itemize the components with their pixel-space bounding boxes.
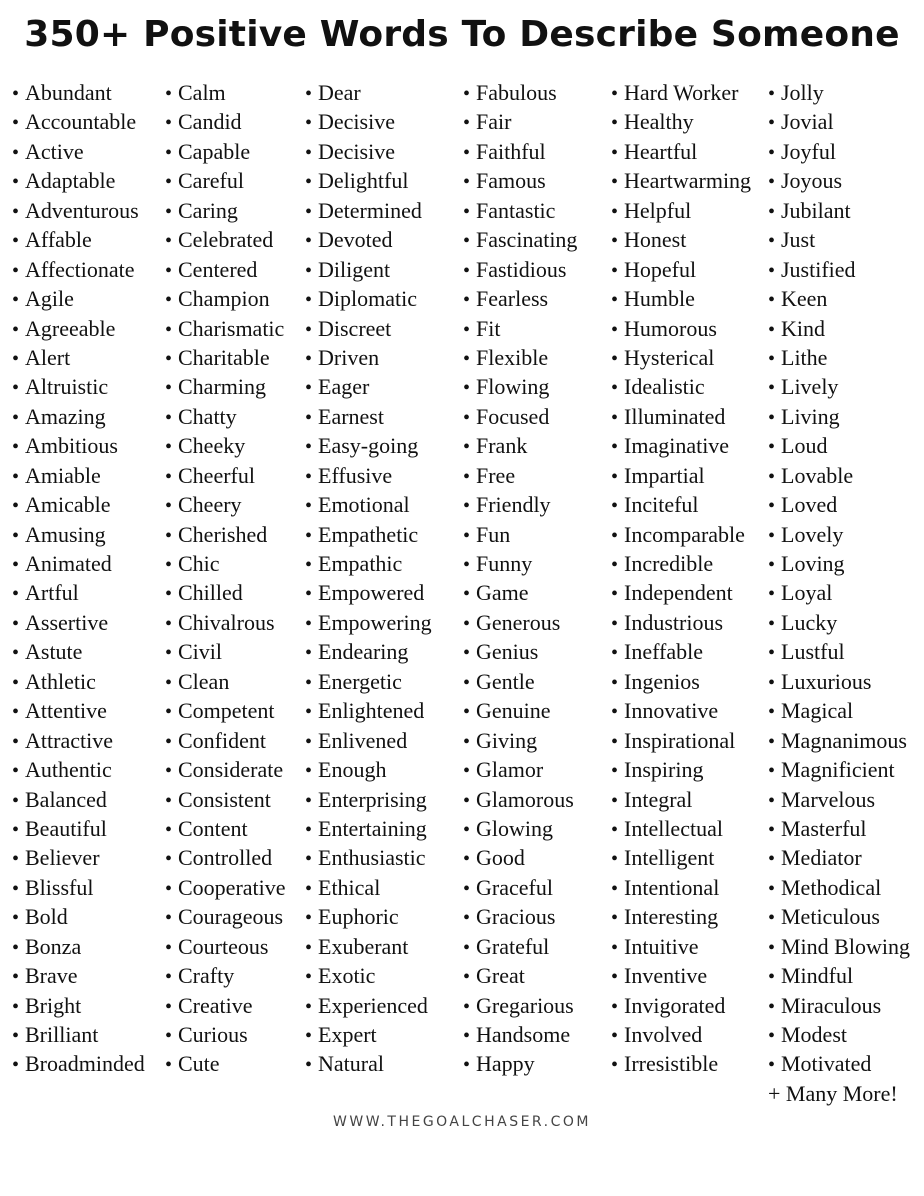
word-item: • Gregarious xyxy=(463,991,577,1020)
word-item: • Courageous xyxy=(165,902,286,931)
word-item: • Magnificient xyxy=(768,755,910,784)
word-item: • Inspirational xyxy=(611,726,751,755)
website-footer: WWW.THEGOALCHASER.COM xyxy=(333,1114,591,1130)
word-item: • Bright xyxy=(12,991,145,1020)
word-item: • Intentional xyxy=(611,873,751,902)
word-item: • Imaginative xyxy=(611,431,751,460)
word-item: • Enlightened xyxy=(305,696,432,725)
word-item: • Magnanimous xyxy=(768,726,910,755)
word-item: • Fearless xyxy=(463,284,577,313)
word-item: • Lithe xyxy=(768,343,910,372)
word-item: • Flowing xyxy=(463,372,577,401)
word-item: • Luxurious xyxy=(768,667,910,696)
word-item: • Ethical xyxy=(305,873,432,902)
word-item: • Genius xyxy=(463,637,577,666)
word-item: • Fabulous xyxy=(463,78,577,107)
word-item: • Modest xyxy=(768,1020,910,1049)
word-item: • Believer xyxy=(12,843,145,872)
word-item: • Amusing xyxy=(12,520,145,549)
word-item: • Animated xyxy=(12,549,145,578)
word-item: • Glamorous xyxy=(463,785,577,814)
word-item: • Delightful xyxy=(305,166,432,195)
word-item: • Inciteful xyxy=(611,490,751,519)
word-item: • Intelligent xyxy=(611,843,751,872)
word-item: • Decisive xyxy=(305,137,432,166)
word-item: • Innovative xyxy=(611,696,751,725)
word-item: • Mind Blowing xyxy=(768,932,910,961)
word-item: • Bold xyxy=(12,902,145,931)
word-column-4 xyxy=(463,78,577,1079)
word-item: • Driven xyxy=(305,343,432,372)
word-item: • Empowered xyxy=(305,578,432,607)
word-item: • Exotic xyxy=(305,961,432,990)
word-item: • Fantastic xyxy=(463,196,577,225)
word-item: • Brilliant xyxy=(12,1020,145,1049)
word-item: • Content xyxy=(165,814,286,843)
word-item: • Amiable xyxy=(12,461,145,490)
word-item: • Intuitive xyxy=(611,932,751,961)
word-item: • Ambitious xyxy=(12,431,145,460)
word-item: • Focused xyxy=(463,402,577,431)
word-item: • Easy-going xyxy=(305,431,432,460)
word-item: • Chilled xyxy=(165,578,286,607)
word-item: • Charismatic xyxy=(165,314,286,343)
word-item: • Miraculous xyxy=(768,991,910,1020)
word-item: • Affectionate xyxy=(12,255,145,284)
word-column-3 xyxy=(305,78,432,1079)
word-item: • Euphoric xyxy=(305,902,432,931)
word-item: • Cheery xyxy=(165,490,286,519)
word-item: • Cheeky xyxy=(165,431,286,460)
word-item: • Fastidious xyxy=(463,255,577,284)
word-item: • Cherished xyxy=(165,520,286,549)
word-item: • Empowering xyxy=(305,608,432,637)
word-item: • Controlled xyxy=(165,843,286,872)
word-item: • Chivalrous xyxy=(165,608,286,637)
word-item: • Chic xyxy=(165,549,286,578)
word-item: • Loved xyxy=(768,490,910,519)
word-item: • Civil xyxy=(165,637,286,666)
word-item: • Endearing xyxy=(305,637,432,666)
word-item: • Bonza xyxy=(12,932,145,961)
word-item: • Considerate xyxy=(165,755,286,784)
word-item: • Mediator xyxy=(768,843,910,872)
word-item: • Enlivened xyxy=(305,726,432,755)
word-item: • Hard Worker xyxy=(611,78,751,107)
word-item: • Lucky xyxy=(768,608,910,637)
word-item: • Irresistible xyxy=(611,1049,751,1078)
word-item: • Athletic xyxy=(12,667,145,696)
word-item: • Impartial xyxy=(611,461,751,490)
word-item: • Industrious xyxy=(611,608,751,637)
word-item: • Lovely xyxy=(768,520,910,549)
word-item: • Attentive xyxy=(12,696,145,725)
word-item: • Funny xyxy=(463,549,577,578)
word-item: • Empathetic xyxy=(305,520,432,549)
word-item: • Living xyxy=(768,402,910,431)
word-item: • Glowing xyxy=(463,814,577,843)
word-item: • Heartwarming xyxy=(611,166,751,195)
word-item: • Competent xyxy=(165,696,286,725)
word-item: • Kind xyxy=(768,314,910,343)
word-item: • Generous xyxy=(463,608,577,637)
word-item: • Lustful xyxy=(768,637,910,666)
word-item: • Clean xyxy=(165,667,286,696)
word-item: • Humble xyxy=(611,284,751,313)
word-item: • Devoted xyxy=(305,225,432,254)
many-more-label: + Many More! xyxy=(768,1081,898,1106)
word-item: • Charitable xyxy=(165,343,286,372)
word-item: • Joyful xyxy=(768,137,910,166)
word-item: • Candid xyxy=(165,107,286,136)
word-item: • Involved xyxy=(611,1020,751,1049)
page-title: 350+ Positive Words To Describe Someone xyxy=(24,14,900,55)
word-item: • Calm xyxy=(165,78,286,107)
word-item: • Hopeful xyxy=(611,255,751,284)
word-item: • Enough xyxy=(305,755,432,784)
word-item: • Jovial xyxy=(768,107,910,136)
word-item: • Gracious xyxy=(463,902,577,931)
word-item: • Magical xyxy=(768,696,910,725)
word-item: • Good xyxy=(463,843,577,872)
word-item: • Confident xyxy=(165,726,286,755)
word-item: • Dear xyxy=(305,78,432,107)
word-item: • Free xyxy=(463,461,577,490)
word-item: • Effusive xyxy=(305,461,432,490)
word-item: • Adaptable xyxy=(12,166,145,195)
word-item: • Jolly xyxy=(768,78,910,107)
word-item: • Famous xyxy=(463,166,577,195)
word-item: • Incomparable xyxy=(611,520,751,549)
word-item: • Cheerful xyxy=(165,461,286,490)
word-item: • Broadminded xyxy=(12,1049,145,1078)
word-item: • Justified xyxy=(768,255,910,284)
word-item: • Humorous xyxy=(611,314,751,343)
word-item: • Game xyxy=(463,578,577,607)
word-item: • Ingenios xyxy=(611,667,751,696)
word-item: • Chatty xyxy=(165,402,286,431)
word-column-5 xyxy=(611,78,751,1079)
word-item: • Diplomatic xyxy=(305,284,432,313)
word-item: • Healthy xyxy=(611,107,751,136)
word-item: • Helpful xyxy=(611,196,751,225)
word-item: • Earnest xyxy=(305,402,432,431)
word-item: • Celebrated xyxy=(165,225,286,254)
word-item: • Happy xyxy=(463,1049,577,1078)
word-item: • Intellectual xyxy=(611,814,751,843)
word-item: • Graceful xyxy=(463,873,577,902)
word-item: • Amazing xyxy=(12,402,145,431)
word-item: • Fun xyxy=(463,520,577,549)
word-item: • Glamor xyxy=(463,755,577,784)
word-item: • Hysterical xyxy=(611,343,751,372)
word-item: • Accountable xyxy=(12,107,145,136)
word-item: • Joyous xyxy=(768,166,910,195)
word-item: • Adventurous xyxy=(12,196,145,225)
word-item: • Marvelous xyxy=(768,785,910,814)
word-item: • Affable xyxy=(12,225,145,254)
word-item: • Artful xyxy=(12,578,145,607)
word-item: • Curious xyxy=(165,1020,286,1049)
word-item: • Fit xyxy=(463,314,577,343)
word-item: • Gentle xyxy=(463,667,577,696)
word-item: • Inspiring xyxy=(611,755,751,784)
word-item: • Mindful xyxy=(768,961,910,990)
word-item: • Discreet xyxy=(305,314,432,343)
word-item: • Incredible xyxy=(611,549,751,578)
word-item: • Alert xyxy=(12,343,145,372)
word-item: • Agile xyxy=(12,284,145,313)
word-item: • Interesting xyxy=(611,902,751,931)
word-item: • Careful xyxy=(165,166,286,195)
word-item: • Decisive xyxy=(305,107,432,136)
word-item: • Amicable xyxy=(12,490,145,519)
word-item: • Integral xyxy=(611,785,751,814)
word-column-6 xyxy=(768,78,910,1079)
word-item: • Centered xyxy=(165,255,286,284)
word-item: • Entertaining xyxy=(305,814,432,843)
word-item: • Emotional xyxy=(305,490,432,519)
word-item: • Balanced xyxy=(12,785,145,814)
word-item: • Lively xyxy=(768,372,910,401)
word-item: • Authentic xyxy=(12,755,145,784)
word-item: • Flexible xyxy=(463,343,577,372)
word-item: • Crafty xyxy=(165,961,286,990)
word-item: • Diligent xyxy=(305,255,432,284)
word-item: • Invigorated xyxy=(611,991,751,1020)
word-item: • Active xyxy=(12,137,145,166)
word-item: • Capable xyxy=(165,137,286,166)
word-item: • Eager xyxy=(305,372,432,401)
word-item: • Illuminated xyxy=(611,402,751,431)
word-item: • Motivated xyxy=(768,1049,910,1078)
word-item: • Energetic xyxy=(305,667,432,696)
word-item: • Fair xyxy=(463,107,577,136)
word-item: • Agreeable xyxy=(12,314,145,343)
word-item: • Expert xyxy=(305,1020,432,1049)
word-item: • Grateful xyxy=(463,932,577,961)
word-item: • Jubilant xyxy=(768,196,910,225)
word-column-2 xyxy=(165,78,286,1079)
word-item: • Great xyxy=(463,961,577,990)
word-column-1 xyxy=(12,78,145,1079)
word-item: • Genuine xyxy=(463,696,577,725)
word-item: • Courteous xyxy=(165,932,286,961)
word-item: • Astute xyxy=(12,637,145,666)
word-item: • Exuberant xyxy=(305,932,432,961)
word-item: • Beautiful xyxy=(12,814,145,843)
word-item: • Loyal xyxy=(768,578,910,607)
word-item: • Caring xyxy=(165,196,286,225)
word-item: • Brave xyxy=(12,961,145,990)
word-item: • Creative xyxy=(165,991,286,1020)
word-item: • Faithful xyxy=(463,137,577,166)
word-item: • Determined xyxy=(305,196,432,225)
word-item: • Fascinating xyxy=(463,225,577,254)
word-item: • Keen xyxy=(768,284,910,313)
word-item: • Friendly xyxy=(463,490,577,519)
word-item: • Enthusiastic xyxy=(305,843,432,872)
word-item: • Idealistic xyxy=(611,372,751,401)
word-item: • Altruistic xyxy=(12,372,145,401)
word-item: • Meticulous xyxy=(768,902,910,931)
word-item: • Charming xyxy=(165,372,286,401)
word-item: • Cute xyxy=(165,1049,286,1078)
word-item: • Assertive xyxy=(12,608,145,637)
word-item: • Just xyxy=(768,225,910,254)
word-item: • Consistent xyxy=(165,785,286,814)
word-item: • Methodical xyxy=(768,873,910,902)
word-item: • Natural xyxy=(305,1049,432,1078)
word-item: • Abundant xyxy=(12,78,145,107)
word-item: • Heartful xyxy=(611,137,751,166)
word-item: • Attractive xyxy=(12,726,145,755)
word-item: • Cooperative xyxy=(165,873,286,902)
word-item: • Masterful xyxy=(768,814,910,843)
word-item: • Experienced xyxy=(305,991,432,1020)
word-item: • Loving xyxy=(768,549,910,578)
word-item: • Ineffable xyxy=(611,637,751,666)
word-item: • Frank xyxy=(463,431,577,460)
word-item: • Handsome xyxy=(463,1020,577,1049)
word-item: • Inventive xyxy=(611,961,751,990)
word-item: • Champion xyxy=(165,284,286,313)
word-item: • Giving xyxy=(463,726,577,755)
word-item: • Lovable xyxy=(768,461,910,490)
word-item: • Loud xyxy=(768,431,910,460)
word-item: • Honest xyxy=(611,225,751,254)
word-item: • Independent xyxy=(611,578,751,607)
word-item: • Enterprising xyxy=(305,785,432,814)
word-item: • Empathic xyxy=(305,549,432,578)
word-item: • Blissful xyxy=(12,873,145,902)
